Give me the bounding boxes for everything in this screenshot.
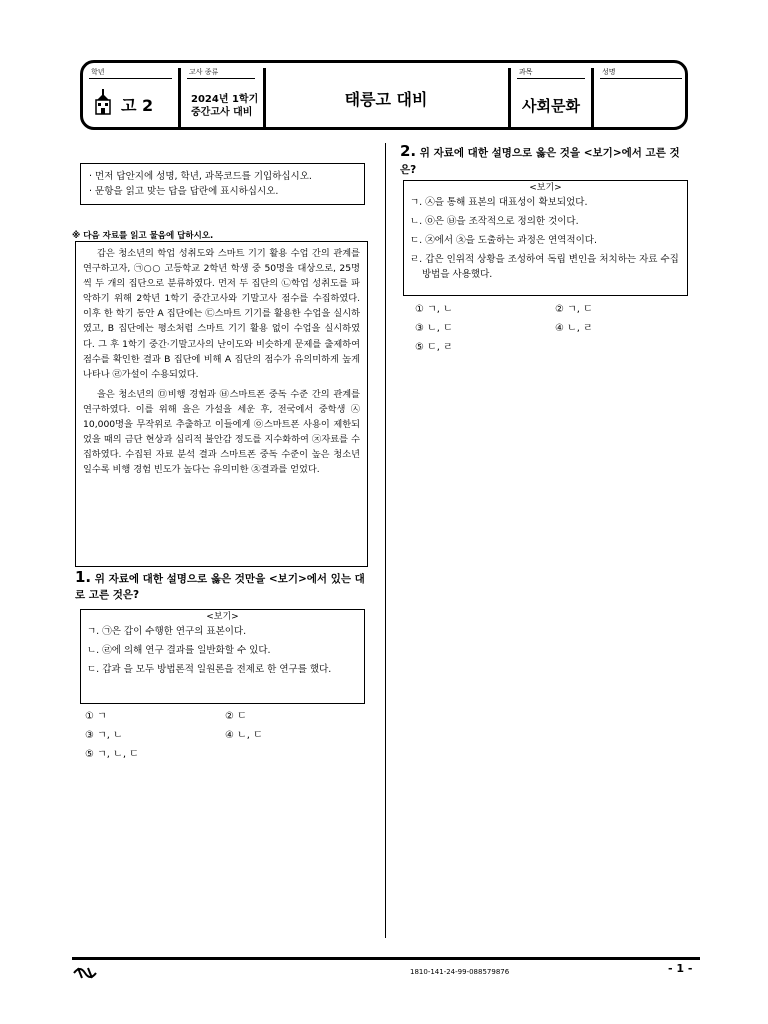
choice-5[interactable]: ⑤ ㄷ, ㄹ: [415, 342, 453, 353]
bogi-item: ㄴ. ㉣에 의해 연구 결과를 일반화할 수 있다.: [87, 645, 271, 656]
school-icon: [93, 89, 113, 117]
passage-paragraph-2: 을은 청소년의 ㉤비행 경험과 ㉥스마트폰 중독 수준 간의 관계를 연구하였다. 이를 위해 을은 가설을 세운 후, 전국에서 중학생 ㉦10,000명을 무작위로 추출하고 이들에게 ㉧스마트폰 사용이 제한되었을 때의 금단 현상과 심리적 불안감 정도를 지수화하여 ㉨자료를 수집하였다. 수집된 자료 분석 결과 스마트폰 중독 수준이 높은 청소년일수록 비행 경험 빈도가 높다는 유의미한 ㉩결과를 얻었다.: [83, 388, 360, 476]
footer-rule: [72, 957, 700, 960]
passage-box: [75, 241, 368, 567]
choice-2[interactable]: ② ㄱ, ㄷ: [555, 304, 593, 315]
page-number: - 1 -: [668, 962, 693, 975]
choice-4[interactable]: ④ ㄴ, ㄹ: [555, 323, 593, 334]
exam-line-2: 중간고사 대비: [191, 107, 253, 118]
subject-value: 사회문화: [522, 97, 580, 115]
logo-icon: [72, 964, 98, 982]
grade-value: 고 2: [121, 96, 154, 115]
title-cell: [266, 63, 506, 127]
choice-2[interactable]: ② ㄷ: [225, 711, 247, 722]
bogi-title: <보기>: [206, 612, 239, 622]
question-2-number: 2.: [400, 142, 417, 160]
choice-4[interactable]: ④ ㄴ, ㄷ: [225, 730, 263, 741]
question-1-number: 1.: [75, 568, 92, 586]
subject-label: 과목: [519, 68, 533, 76]
choice-1[interactable]: ① ㄱ: [85, 711, 107, 722]
exam-type-cell: [181, 63, 261, 127]
bogi-item: ㄷ. 갑과 을 모두 방법론적 일원론을 전제로 한 연구를 했다.: [87, 664, 332, 675]
subject-cell: [511, 63, 591, 127]
notice-box: [80, 163, 365, 205]
choice-5[interactable]: ⑤ ㄱ, ㄴ, ㄷ: [85, 749, 139, 760]
exam-line-1: 2024년 1학기: [191, 94, 259, 105]
grade-cell: [83, 63, 178, 127]
column-divider: [385, 143, 386, 938]
bogi-item: ㄴ. ㉧은 ㉥을 조작적으로 정의한 것이다.: [410, 216, 579, 227]
passage-instruction: ※ 다음 자료를 읽고 물음에 답하시오.: [72, 231, 214, 241]
question-1-bogi: [80, 609, 365, 704]
passage-paragraph-1: 갑은 청소년의 학업 성취도와 스마트 기기 활용 수업 간의 관계를 연구하고자, ㉠○○ 고등학교 2학년 학생 중 50명을 대상으로, 25명씩 두 개의 집단으로 분류하였다. 먼저 두 집단의 ㉡학업 성취도를 파악하기 위해 2학년 1학기 중간고사와 기말고사 점수를 수집하였다. 이후 한 학기 동안 A 집단에는 ㉢스마트 기기를 활용한 수업을 실시하였고, B 집단에는 평소처럼 스마트 기기 활용 없이 수업을 실시하였다. 그 후 1학기 중간·기말고사의 난이도와 비슷하게 문제를 출제하여 점수를 확인한 결과 B 집단에 비해 A 집단의 점수가 유의미하게 높게 나타나 ㉣가설이 수용되었다.: [83, 248, 360, 380]
exam-header: [80, 60, 688, 130]
bogi-item: ㄹ. 갑은 인위적 상황을 조성하여 독립 변인을 처치하는 자료 수집 방법을 사용했다.: [410, 254, 679, 280]
question-1-text: 위 자료에 대한 설명으로 옳은 것만을 <보기>에서 있는 대로 고른 것은?: [75, 573, 365, 601]
notice-line-2: · 문항을 읽고 맞는 답을 답란에 표시하십시오.: [89, 186, 279, 197]
bogi-title: <보기>: [529, 183, 562, 193]
notice-line-1: · 먼저 답안지에 성명, 학년, 과목코드를 기입하십시오.: [89, 171, 312, 182]
exam-type-label: 고사 종류: [189, 68, 219, 76]
exam-title: 태릉고 대비: [344, 90, 428, 109]
name-label: 성명: [602, 68, 616, 76]
choice-1[interactable]: ① ㄱ, ㄴ: [415, 304, 453, 315]
question-2-bogi: [403, 180, 688, 296]
bogi-item: ㄱ. ㉦을 통해 표본의 대표성이 확보되었다.: [410, 197, 588, 208]
choice-3[interactable]: ③ ㄴ, ㄷ: [415, 323, 453, 334]
footer-code: 1810-141-24-99-088579876: [410, 968, 510, 976]
question-1: [75, 569, 370, 603]
question-2-text: 위 자료에 대한 설명으로 옳은 것을 <보기>에서 고른 것은?: [400, 147, 680, 176]
name-cell: [594, 63, 688, 127]
grade-label: 학년: [91, 68, 105, 76]
choice-3[interactable]: ③ ㄱ, ㄴ: [85, 730, 123, 741]
bogi-item: ㄷ. ㉨에서 ㉩을 도출하는 과정은 연역적이다.: [410, 235, 597, 246]
exam-type-value: [191, 93, 258, 119]
question-2: [400, 143, 695, 179]
bogi-item: ㄱ. ㉠은 갑이 수행한 연구의 표본이다.: [87, 626, 247, 637]
